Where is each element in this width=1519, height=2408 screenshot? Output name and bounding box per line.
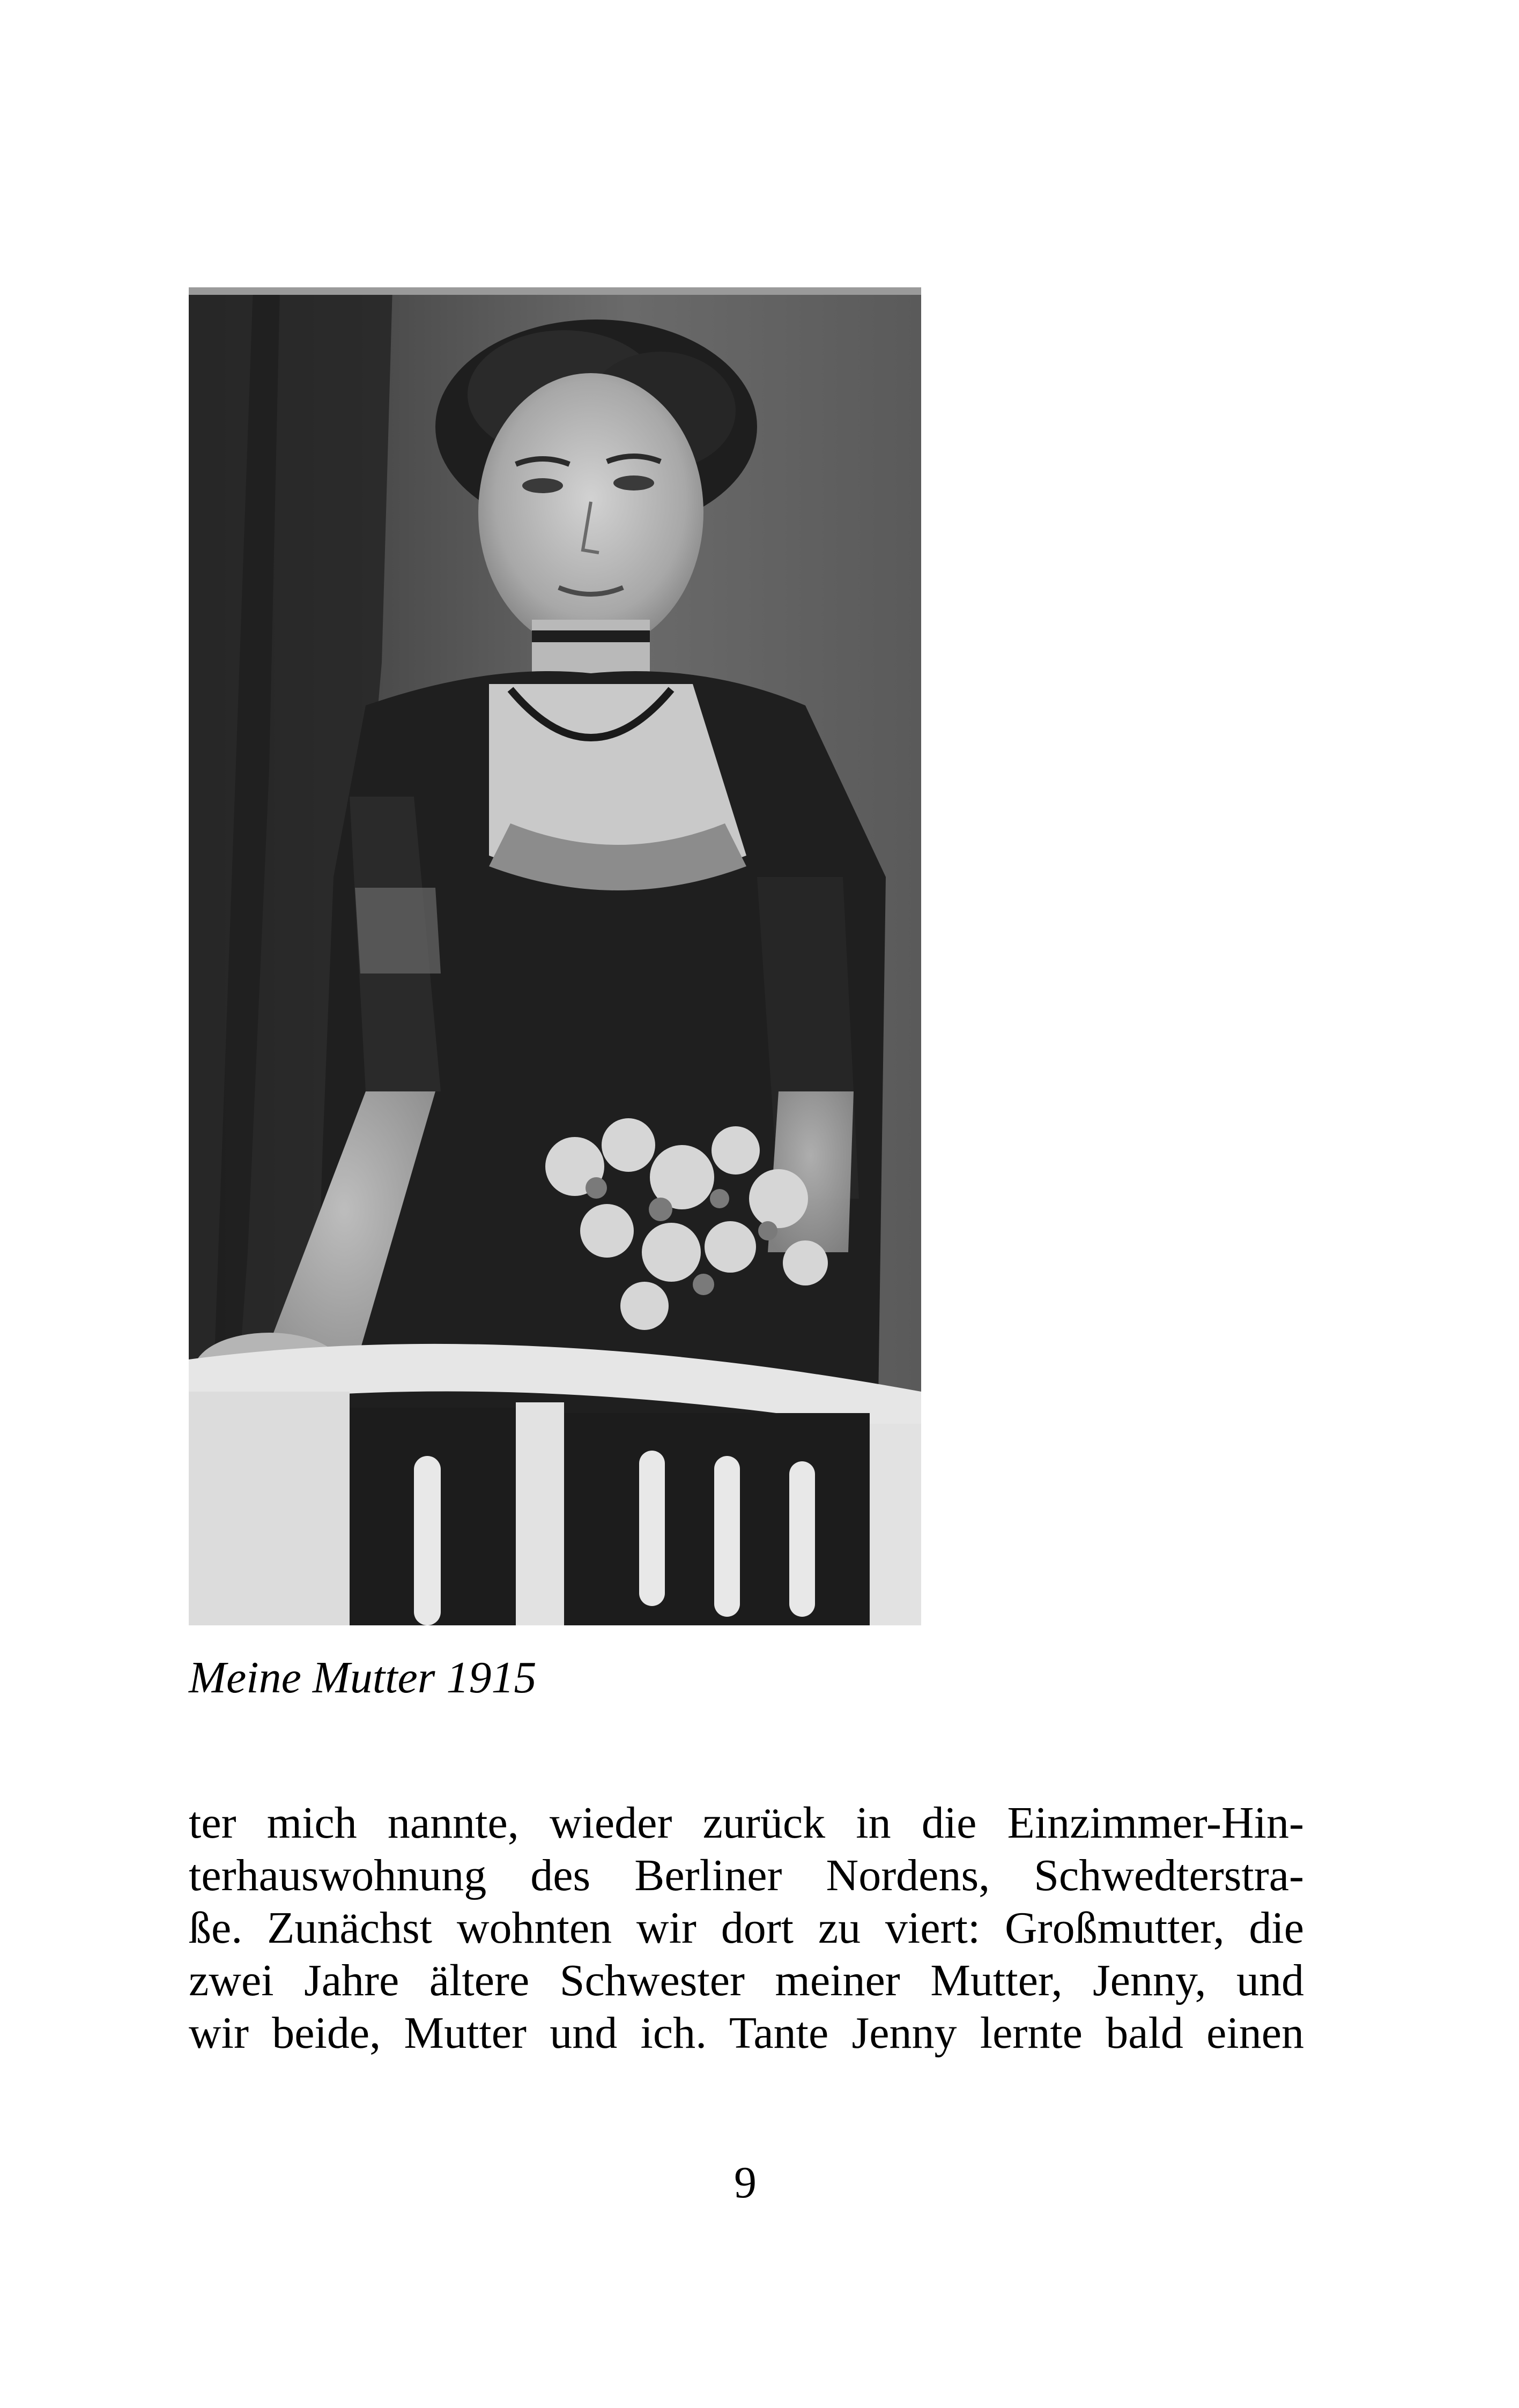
- text-line: ter mich nannte, wieder zurück in die Einzimmer-Hin-: [189, 1798, 1304, 1848]
- body-paragraph: [189, 1797, 1304, 2060]
- text-line: zwei Jahre ältere Schwester meiner Mutter, Jenny, und: [189, 1956, 1304, 2005]
- portrait-photograph: [189, 287, 921, 1625]
- text-line: terhauswohnung des Berliner Nordens, Schwedterstra-: [189, 1850, 1304, 1900]
- page-number: 9: [734, 2158, 757, 2208]
- text-line: ße. Zunächst wohnten wir dort zu viert: Großmutter, die: [189, 1903, 1304, 1953]
- text-line: wir beide, Mutter und ich. Tante Jenny lernte bald einen: [189, 2008, 1304, 2058]
- figure-caption: Meine Mutter 1915: [189, 1653, 537, 1703]
